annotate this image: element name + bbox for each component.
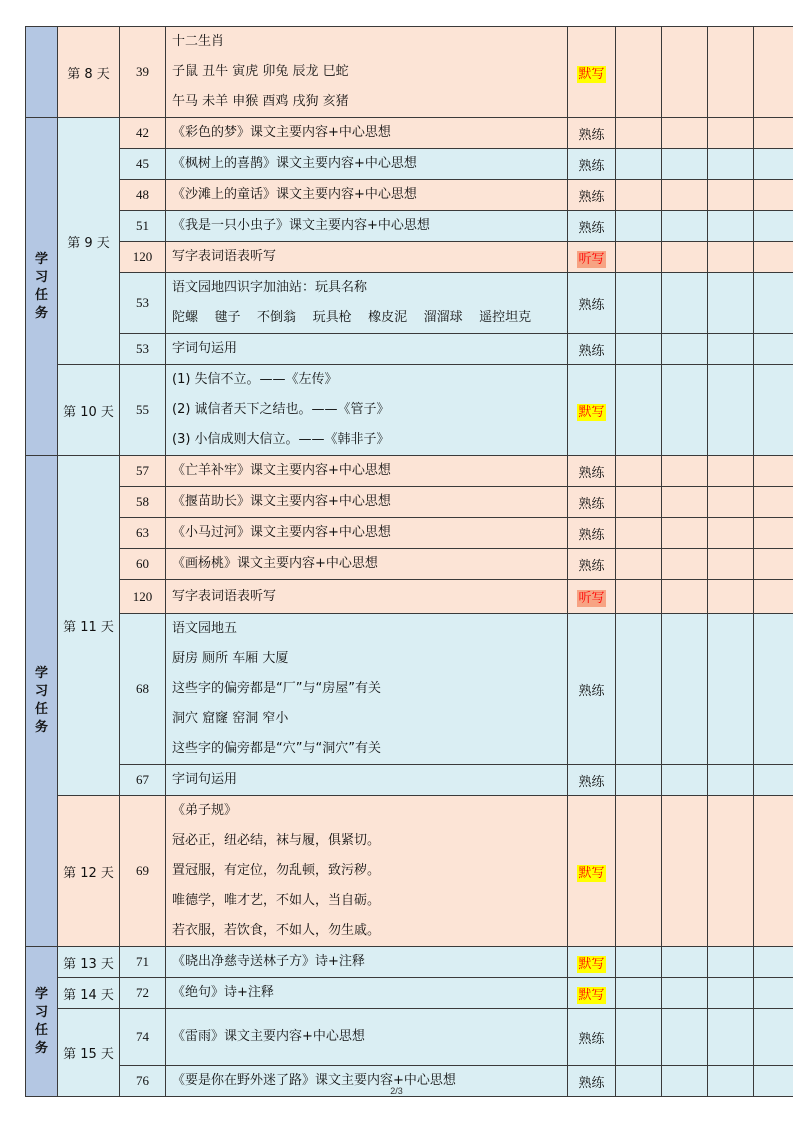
table-row — [26, 947, 793, 978]
check-cell — [616, 456, 662, 487]
status-cell — [568, 796, 616, 947]
table-row — [26, 180, 793, 211]
content-line: 字词句运用 — [172, 772, 238, 787]
content-line: 语文园地四识字加油站：玩具名称 — [172, 280, 368, 295]
check-cell — [662, 765, 708, 796]
section-label: 学习任务 — [34, 986, 48, 1056]
content-cell — [166, 334, 568, 365]
table-row — [26, 518, 793, 549]
check-cell — [662, 614, 708, 765]
check-cell — [754, 614, 793, 765]
table-row — [26, 27, 793, 118]
check-cell — [662, 518, 708, 549]
page-number-cell: 69 — [120, 796, 166, 947]
status-badge: 听写 — [578, 251, 605, 267]
content-line: 《我是一只小虫子》课文主要内容+中心思想 — [172, 218, 430, 233]
page-number-cell: 51 — [120, 211, 166, 242]
check-cell — [708, 518, 754, 549]
content-line: 《绝句》诗+注释 — [172, 985, 274, 1000]
table-row — [26, 456, 793, 487]
status-badge: 默写 — [578, 987, 605, 1003]
content-line: 写字表词语表听写 — [172, 588, 277, 604]
page-number-cell: 58 — [120, 487, 166, 518]
check-cell — [754, 487, 793, 518]
check-cell — [754, 978, 793, 1009]
check-cell — [708, 765, 754, 796]
status-cell — [568, 242, 616, 273]
status-cell — [568, 27, 616, 118]
status-cell — [568, 978, 616, 1009]
section-label-cell — [26, 947, 58, 1097]
table-row — [26, 487, 793, 518]
check-cell — [616, 765, 662, 796]
content-line: 午马 未羊 申猴 酉鸡 戌狗 亥猪 — [172, 94, 349, 109]
status-cell — [568, 580, 616, 614]
content-line: (3) 小信成则大信立。——《韩非子》 — [172, 432, 390, 447]
page-number-cell: 63 — [120, 518, 166, 549]
status-cell: 熟练 — [568, 180, 616, 211]
status-cell: 熟练 — [568, 334, 616, 365]
check-cell — [708, 796, 754, 947]
content-line: 写字表词语表听写 — [172, 249, 277, 264]
content-line: 语文园地五 — [172, 621, 238, 636]
check-cell — [754, 765, 793, 796]
page-number-cell: 72 — [120, 978, 166, 1009]
table-row — [26, 273, 793, 334]
check-cell — [708, 978, 754, 1009]
check-cell — [708, 549, 754, 580]
check-cell — [754, 796, 793, 947]
day-cell: 第 10 天 — [58, 365, 120, 456]
check-cell — [616, 273, 662, 334]
table-row — [26, 149, 793, 180]
check-cell — [616, 365, 662, 456]
check-cell — [708, 456, 754, 487]
content-cell — [166, 1009, 568, 1066]
page-number-cell: 68 — [120, 614, 166, 765]
check-cell — [662, 456, 708, 487]
check-cell — [754, 365, 793, 456]
content-line: 《枫树上的喜鹊》课文主要内容+中心思想 — [172, 156, 417, 171]
check-cell — [708, 614, 754, 765]
status-badge: 默写 — [578, 66, 605, 82]
section-label-cell — [26, 27, 58, 118]
check-cell — [616, 518, 662, 549]
status-badge: 听写 — [578, 591, 605, 606]
status-badge: 默写 — [578, 956, 605, 972]
check-cell — [616, 180, 662, 211]
check-cell — [616, 118, 662, 149]
status-cell: 熟练 — [568, 487, 616, 518]
status-cell — [568, 947, 616, 978]
check-cell — [754, 27, 793, 118]
page-number-cell: 53 — [120, 334, 166, 365]
page-number-cell: 45 — [120, 149, 166, 180]
check-cell — [708, 947, 754, 978]
day-cell: 第 8 天 — [58, 27, 120, 118]
check-cell — [708, 580, 754, 614]
content-line: 《沙滩上的童话》课文主要内容+中心思想 — [172, 187, 417, 202]
content-line: 洞穴 窟窿 窑洞 窄小 — [172, 711, 289, 726]
check-cell — [662, 180, 708, 211]
study-plan-table — [25, 26, 793, 1097]
status-cell: 熟练 — [568, 273, 616, 334]
check-cell — [754, 149, 793, 180]
content-line: 若衣服，若饮食，不如人，勿生戚。 — [172, 923, 381, 938]
day-cell: 第 11 天 — [58, 456, 120, 796]
content-line: 《晓出净慈寺送林子方》诗+注释 — [172, 954, 365, 969]
check-cell — [708, 334, 754, 365]
check-cell — [662, 487, 708, 518]
content-line: 《揠苗助长》课文主要内容+中心思想 — [172, 494, 391, 509]
check-cell — [662, 365, 708, 456]
content-line: 陀螺 毽子 不倒翁 玩具枪 橡皮泥 溜溜球 遥控坦克 — [172, 310, 532, 325]
check-cell — [754, 456, 793, 487]
check-cell — [616, 149, 662, 180]
check-cell — [662, 796, 708, 947]
content-cell — [166, 796, 568, 947]
check-cell — [616, 580, 662, 614]
check-cell — [754, 273, 793, 334]
table-row — [26, 580, 793, 614]
content-line: 《亡羊补牢》课文主要内容+中心思想 — [172, 463, 391, 478]
check-cell — [662, 242, 708, 273]
check-cell — [662, 580, 708, 614]
content-cell — [166, 549, 568, 580]
day-cell: 第 12 天 — [58, 796, 120, 947]
page-number-cell: 39 — [120, 27, 166, 118]
table-row — [26, 365, 793, 456]
page-number-cell: 42 — [120, 118, 166, 149]
content-cell — [166, 211, 568, 242]
page-number-cell: 57 — [120, 456, 166, 487]
status-cell: 熟练 — [568, 518, 616, 549]
table-row — [26, 765, 793, 796]
table-row — [26, 1009, 793, 1066]
status-badge: 默写 — [578, 404, 605, 420]
section-label: 学习任务 — [34, 251, 48, 321]
status-cell — [568, 365, 616, 456]
content-line: 《画杨桃》课文主要内容+中心思想 — [172, 556, 378, 571]
content-line: 《雷雨》课文主要内容+中心思想 — [172, 1029, 365, 1044]
content-cell — [166, 614, 568, 765]
content-line: 字词句运用 — [172, 341, 238, 356]
table-row — [26, 796, 793, 947]
table-row — [26, 549, 793, 580]
status-badge: 默写 — [578, 865, 605, 881]
status-cell: 熟练 — [568, 549, 616, 580]
check-cell — [754, 334, 793, 365]
check-cell — [662, 549, 708, 580]
table-row — [26, 978, 793, 1009]
check-cell — [616, 211, 662, 242]
check-cell — [616, 549, 662, 580]
status-cell: 熟练 — [568, 614, 616, 765]
content-cell — [166, 978, 568, 1009]
check-cell — [708, 180, 754, 211]
status-cell: 熟练 — [568, 765, 616, 796]
status-cell: 熟练 — [568, 211, 616, 242]
status-cell: 熟练 — [568, 118, 616, 149]
check-cell — [708, 365, 754, 456]
page-number-cell: 67 — [120, 765, 166, 796]
content-cell — [166, 456, 568, 487]
check-cell — [662, 118, 708, 149]
check-cell — [662, 947, 708, 978]
check-cell — [616, 487, 662, 518]
content-line: 《小马过河》课文主要内容+中心思想 — [172, 525, 391, 540]
check-cell — [708, 149, 754, 180]
content-line: 冠必正，纽必结，袜与履，俱紧切。 — [172, 833, 381, 848]
check-cell — [708, 273, 754, 334]
content-cell — [166, 518, 568, 549]
table-row — [26, 614, 793, 765]
page-number-cell: 76 — [120, 1066, 166, 1097]
section-label: 学习任务 — [34, 666, 48, 735]
check-cell — [616, 947, 662, 978]
content-line: 这些字的偏旁都是“穴”与“洞穴”有关 — [172, 741, 381, 756]
check-cell — [662, 211, 708, 242]
table-row — [26, 242, 793, 273]
content-cell — [166, 765, 568, 796]
check-cell — [616, 27, 662, 118]
check-cell — [662, 978, 708, 1009]
check-cell — [662, 273, 708, 334]
table-row — [26, 118, 793, 149]
page-number-cell: 60 — [120, 549, 166, 580]
check-cell — [616, 978, 662, 1009]
page-number-cell: 74 — [120, 1009, 166, 1066]
check-cell — [708, 487, 754, 518]
check-cell — [662, 1009, 708, 1066]
check-cell — [754, 242, 793, 273]
check-cell — [754, 211, 793, 242]
status-cell: 熟练 — [568, 1009, 616, 1066]
check-cell — [662, 149, 708, 180]
check-cell — [708, 118, 754, 149]
page-number-cell: 120 — [120, 580, 166, 614]
section-label-cell — [26, 456, 58, 947]
check-cell — [662, 334, 708, 365]
day-cell: 第 9 天 — [58, 118, 120, 365]
content-line: 《弟子规》 — [172, 803, 238, 818]
check-cell — [754, 580, 793, 614]
check-cell — [616, 334, 662, 365]
content-cell — [166, 118, 568, 149]
check-cell — [662, 27, 708, 118]
page-number-cell: 48 — [120, 180, 166, 211]
content-line: 子鼠 丑牛 寅虎 卯兔 辰龙 巳蛇 — [172, 64, 349, 79]
check-cell — [708, 1009, 754, 1066]
day-cell: 第 15 天 — [58, 1009, 120, 1097]
status-cell: 熟练 — [568, 1066, 616, 1097]
content-line: 十二生肖 — [172, 34, 225, 49]
page-number-cell: 53 — [120, 273, 166, 334]
check-cell — [616, 796, 662, 947]
table-row — [26, 211, 793, 242]
content-cell — [166, 487, 568, 518]
content-line: 置冠服，有定位，勿乱顿，致污秽。 — [172, 863, 381, 878]
check-cell — [708, 242, 754, 273]
page-number: 2/3 — [390, 1086, 403, 1096]
content-cell — [166, 180, 568, 211]
content-cell — [166, 273, 568, 334]
content-line: 《彩色的梦》课文主要内容+中心思想 — [172, 125, 391, 140]
content-cell — [166, 242, 568, 273]
content-cell — [166, 27, 568, 118]
page-number-cell: 120 — [120, 242, 166, 273]
check-cell — [754, 180, 793, 211]
check-cell — [754, 118, 793, 149]
check-cell — [708, 211, 754, 242]
content-line: 《要是你在野外迷了路》课文主要内容+中心思想 — [172, 1073, 456, 1088]
section-label-cell — [26, 118, 58, 456]
check-cell — [754, 1009, 793, 1066]
check-cell — [754, 947, 793, 978]
day-cell: 第 13 天 — [58, 947, 120, 978]
content-line: 厨房 厕所 车厢 大厦 — [172, 651, 289, 666]
content-line: 这些字的偏旁都是“厂”与“房屋”有关 — [172, 681, 381, 696]
check-cell — [754, 518, 793, 549]
content-cell — [166, 365, 568, 456]
page-number-cell: 55 — [120, 365, 166, 456]
content-line: 唯德学，唯才艺，不如人，当自砺。 — [172, 893, 381, 908]
check-cell — [708, 27, 754, 118]
content-cell — [166, 149, 568, 180]
content-line: (1) 失信不立。——《左传》 — [172, 372, 338, 387]
check-cell — [616, 1009, 662, 1066]
content-cell — [166, 580, 568, 614]
status-cell: 熟练 — [568, 456, 616, 487]
page-number-cell: 71 — [120, 947, 166, 978]
content-cell — [166, 947, 568, 978]
status-cell: 熟练 — [568, 149, 616, 180]
table-row — [26, 334, 793, 365]
content-line: (2) 诚信者天下之结也。——《管子》 — [172, 402, 390, 417]
check-cell — [616, 614, 662, 765]
day-cell: 第 14 天 — [58, 978, 120, 1009]
check-cell — [616, 242, 662, 273]
check-cell — [754, 549, 793, 580]
